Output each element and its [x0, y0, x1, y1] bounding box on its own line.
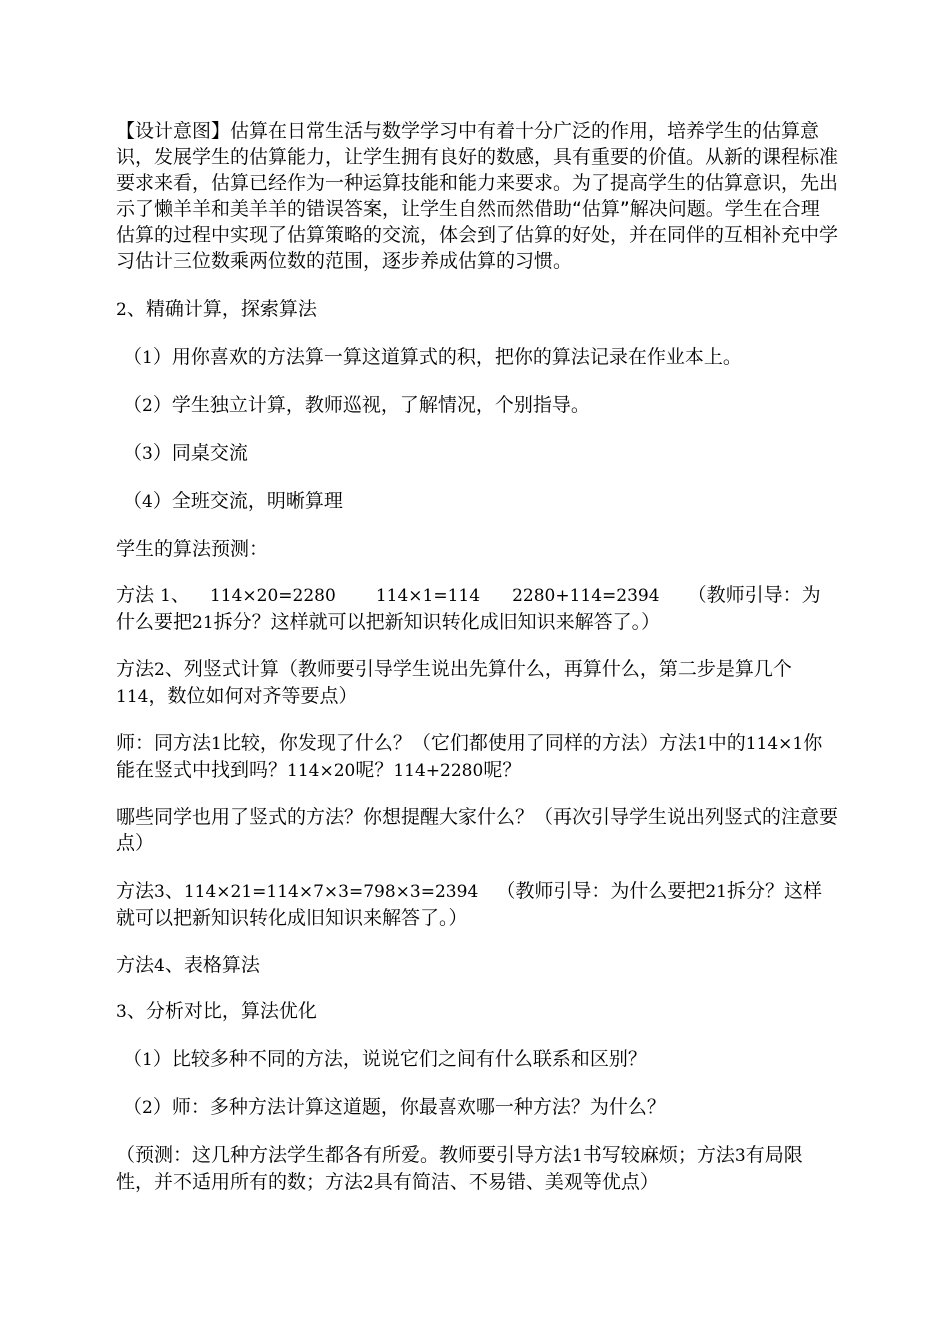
method-4-number: 4	[154, 956, 165, 976]
conclusion-text-b: 书写较麻烦；方法	[582, 1144, 735, 1166]
teacher-text-c: 中的	[707, 732, 746, 754]
method-2-label: 方法	[116, 658, 155, 680]
step-3-2: （2）师：多种方法计算这道题，你最喜欢哪一种方法？为什么？	[123, 1096, 666, 1118]
method-1-note-b: 拆分？这样就可以把新知识转化成旧知识来解答了。）	[213, 611, 661, 633]
method-1-note-number: 21	[192, 613, 214, 633]
step-text: 比较多种不同的方法，说说它们之间有什么联系和区别？	[171, 1048, 647, 1070]
method-3-paragraph	[116, 878, 838, 931]
step-2-2: （2）学生独立计算，教师巡视，了解情况，个别指导。	[123, 394, 590, 416]
section-2-number: 2	[116, 300, 127, 320]
method-3-note-number: 21	[705, 882, 727, 902]
method-2-paragraph	[116, 656, 838, 710]
step-3-1: （1）比较多种不同的方法，说说它们之间有什么联系和区别？	[123, 1048, 647, 1070]
design-intent-text: 【设计意图】估算在日常生活与数学学习中有着十分广泛的作用，培养学生的估算意识，发展学生的估算能力，让学生拥有良好的数感，具有重要的价值。从新的课程标准要求来看，估算已经作为一种运算技能和能力来要求。为了提高学生的估算意识，先出示了懒羊羊和美羊羊的错误答案，让学生自然而然借助“估算”解决问题。学生在合理估算的过程中实现了估算策略的交流，体会到了估算的好处，并在同伴的互相补充中学习估计三位数乘两位数的范围，逐步养成估算的习惯。	[116, 120, 839, 272]
teacher-text-f: 呢？	[483, 759, 522, 781]
conclusion-number-3: 2	[363, 1173, 374, 1193]
method-3-equation: 114×21=114×7×3=798×3=2394	[183, 882, 479, 902]
section-2-heading	[116, 296, 838, 323]
teacher-equation-1: 114×1	[745, 734, 804, 754]
method-3-label: 方法	[116, 880, 155, 902]
step-text: 用你喜欢的方法算一算这道算式的积，把你的算法记录在作业本上。	[171, 346, 742, 368]
method-2-text-b: ，数位如何对齐等要点）	[148, 685, 358, 707]
conclusion-text-c: 有局限性，并不适用所有的数；方法	[116, 1144, 803, 1193]
method-1-note-a: （教师引导：为什么要把	[116, 584, 821, 633]
teacher-text-d: 你能在竖式中找到吗？	[116, 732, 823, 781]
step-number: 3	[142, 444, 153, 464]
step-2-1: （1）用你喜欢的方法算一算这道算式的积，把你的算法记录在作业本上。	[123, 346, 742, 368]
method-1-label: 方法	[116, 584, 155, 606]
method-1-paragraph	[116, 582, 838, 636]
vertical-method-question: 哪些同学也用了竖式的方法？你想提醒大家什么？（再次引导学生说出列竖式的注意要点）	[116, 806, 839, 854]
method-1-equation-3: 2280+114=2394	[512, 586, 660, 606]
method-1-number: 1	[160, 586, 171, 606]
method-3-note-a: （教师引导：为什么要把	[496, 880, 706, 902]
step-2-3: （3）同桌交流	[123, 442, 248, 464]
method-2-number: 2	[154, 660, 165, 680]
section-3-title: 、分析对比，算法优化	[126, 1000, 317, 1022]
method-3-separator: 、	[164, 880, 184, 902]
method-1-equation-1: 114×20=2280	[209, 586, 336, 606]
step-text: 全班交流，明晰算理	[171, 490, 343, 512]
step-number: 1	[142, 1050, 153, 1070]
method-1-separator: 、	[170, 584, 190, 606]
teacher-equation-3: 114+2280	[393, 761, 484, 781]
method-2-text-a: 、列竖式计算（教师要引导学生说出先算什么，再算什么，第二步是算几个	[164, 658, 792, 680]
step-text: 师：多种方法计算这道题，你最喜欢哪一种方法？为什么？	[171, 1096, 666, 1118]
teacher-text-a: 师：同方法	[116, 732, 212, 754]
step-number: 4	[142, 492, 153, 512]
conclusion-text-a: （预测：这几种方法学生都各有所爱。教师要引导方法	[116, 1144, 573, 1166]
method-4-text: 、表格算法	[164, 954, 260, 976]
step-2-4: （4）全班交流，明晰算理	[123, 490, 343, 512]
step-number: 1	[142, 348, 153, 368]
teacher-text-b: 比较，你发现了什么？（它们都使用了同样的方法）方法	[221, 732, 697, 754]
step-number: 2	[142, 396, 153, 416]
conclusion-paragraph	[116, 1142, 838, 1196]
section-2-title: 、精确计算，探索算法	[126, 298, 317, 320]
conclusion-number-1: 1	[572, 1146, 583, 1166]
step-text: 同桌交流	[171, 442, 248, 464]
method-4-paragraph	[116, 952, 838, 979]
method-1-equation-2: 114×1=114	[375, 586, 481, 606]
prediction-label: 学生的算法预测：	[116, 538, 269, 560]
section-3-heading	[116, 998, 838, 1025]
method-4-label: 方法	[116, 954, 155, 976]
teacher-equation-2: 114×20	[287, 761, 356, 781]
design-intent-paragraph	[116, 118, 838, 274]
step-text: 学生独立计算，教师巡视，了解情况，个别指导。	[171, 394, 590, 416]
teacher-number-1: 1	[211, 734, 222, 754]
teacher-number-2: 1	[696, 734, 708, 754]
method-3-number: 3	[154, 882, 165, 902]
conclusion-number-2: 3	[734, 1146, 746, 1166]
step-number: 2	[142, 1098, 153, 1118]
method-2-number-114: 114	[116, 687, 149, 707]
teacher-question-paragraph	[116, 730, 838, 784]
teacher-text-e: 呢？	[355, 759, 394, 781]
conclusion-text-d: 具有简洁、不易错、美观等优点）	[373, 1171, 659, 1193]
method-3-note-b: 拆分？这样就可以把新知识转化成旧知识来解答了。）	[116, 880, 822, 929]
section-3-number: 3	[116, 1002, 127, 1022]
